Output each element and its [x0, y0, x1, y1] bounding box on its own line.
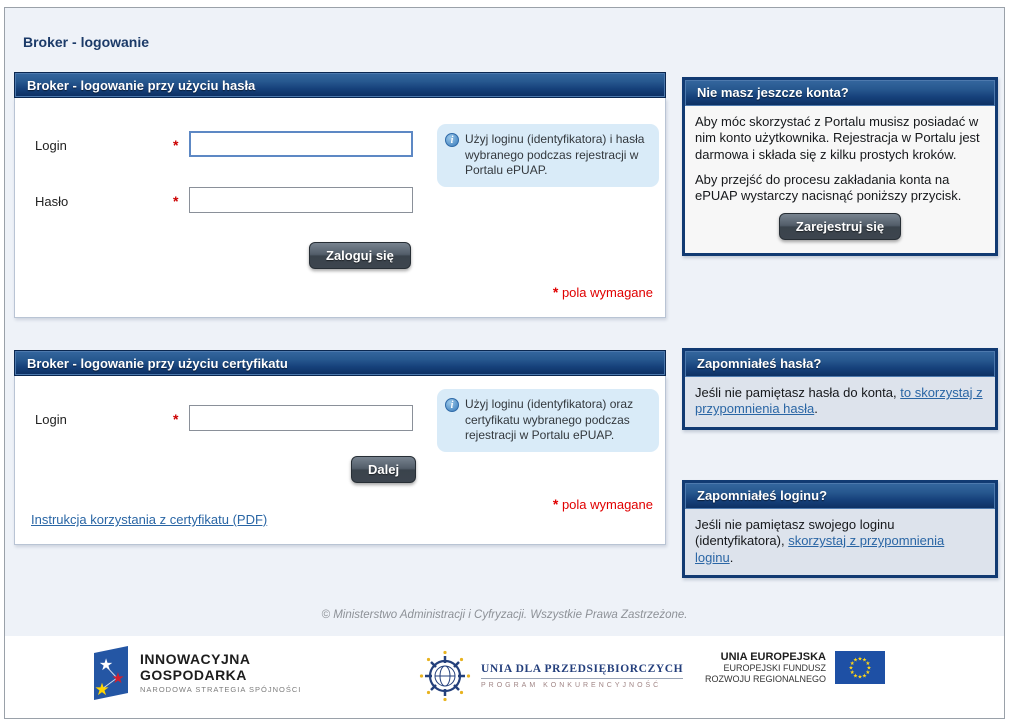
register-button-row	[695, 213, 985, 240]
password-label: Hasło	[35, 194, 69, 209]
forgot-password-body	[685, 377, 995, 427]
forgot-password-panel	[682, 348, 998, 430]
logo-unia-dla-przedsiebiorczych	[419, 650, 683, 702]
password-reminder-link[interactable]: to skorzystaj z przypomnienia hasła	[695, 385, 983, 417]
svg-text:★: ★	[853, 673, 858, 680]
svg-text:★: ★	[849, 670, 855, 677]
certificate-login-input[interactable]	[189, 405, 413, 431]
svg-text:★: ★	[862, 657, 867, 664]
innowacyjna-flag-icon	[91, 645, 131, 701]
innowacyjna-text	[140, 652, 301, 694]
forgot-login-text: Jeśli nie pamiętasz swojego loginu (identyfikatora),	[695, 517, 895, 549]
svg-text:★: ★	[849, 661, 855, 668]
copyright-notice: © Ministerstwo Administracji i Cyfryzacji. Wszystkie Prawa Zastrzeżone.	[321, 609, 688, 621]
required-note-text: pola wymagane	[561, 497, 653, 512]
svg-text:★: ★	[848, 665, 854, 672]
svg-text:★: ★	[94, 680, 110, 699]
forgot-password-period: .	[814, 401, 818, 417]
required-star: *	[552, 284, 559, 300]
login-required-marker: *	[173, 137, 179, 153]
register-panel-body	[685, 106, 995, 253]
certificate-login-panel	[14, 350, 666, 545]
forgot-password-header: Zapomniałeś hasła?	[685, 351, 995, 377]
svg-text:★: ★	[111, 670, 125, 687]
svg-text:★: ★	[857, 674, 863, 681]
info-icon: i	[445, 133, 459, 147]
certificate-instruction-link[interactable]: Instrukcja korzystania z certyfikatu (PDF)	[31, 512, 268, 527]
content-frame	[4, 7, 1005, 719]
innowacyjna-line3: NARODOWA STRATEGIA SPÓJNOŚCI	[140, 684, 302, 694]
unia-europejska-text	[705, 651, 826, 685]
svg-text:★: ★	[853, 657, 858, 664]
required-fields-note	[553, 496, 653, 512]
page-title: Broker - logowanie	[23, 34, 150, 50]
required-note-text: pola wymagane	[561, 285, 653, 300]
login-submit-button[interactable]: Zaloguj się	[309, 242, 411, 269]
password-panel-body	[14, 98, 666, 318]
forgot-login-body	[685, 509, 995, 575]
register-button[interactable]: Zarejestruj się	[779, 213, 901, 240]
svg-text:★: ★	[865, 661, 871, 668]
register-paragraph-2: Aby przejść do procesu zakładania konta na ePUAP wystarczy nacisnąć poniższy przycisk.	[695, 171, 962, 203]
logo-innowacyjna-gospodarka	[91, 645, 301, 701]
register-panel	[682, 77, 998, 256]
required-star: *	[552, 496, 559, 512]
eu-flag-icon	[835, 651, 885, 684]
certificate-required-marker: *	[173, 411, 179, 427]
password-info-text: Użyj loginu (identyfikatora) i hasła wybranego podczas rejestracji w Portalu ePUAP.	[465, 132, 645, 178]
login-reminder-link[interactable]: skorzystaj z przypomnienia loginu	[695, 533, 945, 565]
svg-text:★: ★	[865, 670, 871, 677]
certificate-info-text: Użyj loginu (identyfikatora) oraz certyfikatu wybranego podczas rejestracji w Portalu ePUAP.	[465, 397, 634, 443]
svg-text:★: ★	[857, 656, 863, 663]
register-panel-header: Nie masz jeszcze konta?	[685, 80, 995, 106]
certificate-info-box	[437, 389, 659, 452]
innowacyjna-line2: GOSPODARKA	[140, 666, 247, 683]
forgot-login-panel	[682, 480, 998, 578]
svg-text:★: ★	[866, 665, 872, 672]
unia-europejska-line1: UNIA EUROPEJSKA	[720, 651, 827, 663]
svg-text:★: ★	[862, 673, 867, 680]
certificate-login-label: Login	[35, 412, 67, 427]
certificate-panel-header: Broker - logowanie przy użyciu certyfikatu	[14, 350, 666, 376]
password-login-panel	[14, 72, 666, 318]
unia-europejska-line2: EUROPEJSKI FUNDUSZ	[723, 663, 827, 673]
info-icon: i	[445, 398, 459, 412]
forgot-login-header: Zapomniałeś loginu?	[685, 483, 995, 509]
forgot-login-period: .	[729, 549, 734, 565]
forgot-password-text: Jeśli nie pamiętasz hasła do konta,	[695, 385, 901, 400]
unia-przedsiebiorczych-text	[481, 663, 683, 689]
footer-logo-strip	[5, 636, 1004, 718]
password-panel-header: Broker - logowanie przy użyciu hasła	[14, 72, 666, 98]
compass-icon	[419, 650, 471, 702]
register-paragraph-1: Aby móc skorzystać z Portalu musisz posiadać w nim konto użytkownika. Rejestracja w Portalu jest darmowa i składa się z kilku prostych kroków.	[695, 114, 980, 162]
password-info-box	[437, 124, 659, 187]
certificate-panel-body	[14, 376, 666, 545]
unia-europejska-line3: ROZWOJU REGIONALNEGO	[705, 673, 827, 684]
login-label: Login	[35, 138, 67, 153]
required-fields-note	[553, 284, 653, 300]
password-input[interactable]	[189, 187, 413, 213]
certificate-next-button[interactable]: Dalej	[351, 456, 416, 483]
innowacyjna-line1: INNOWACYJNA	[140, 651, 251, 668]
logo-unia-europejska	[705, 651, 885, 685]
password-required-marker: *	[173, 193, 179, 209]
login-input[interactable]	[189, 131, 413, 157]
unia-przedsiebiorczych-line1: UNIA DLA PRZEDSIĘBIORCZYCH	[481, 663, 683, 679]
unia-przedsiebiorczych-line2: PROGRAM KONKURENCYJNOŚĆ	[481, 682, 662, 689]
svg-text:★: ★	[98, 657, 114, 674]
